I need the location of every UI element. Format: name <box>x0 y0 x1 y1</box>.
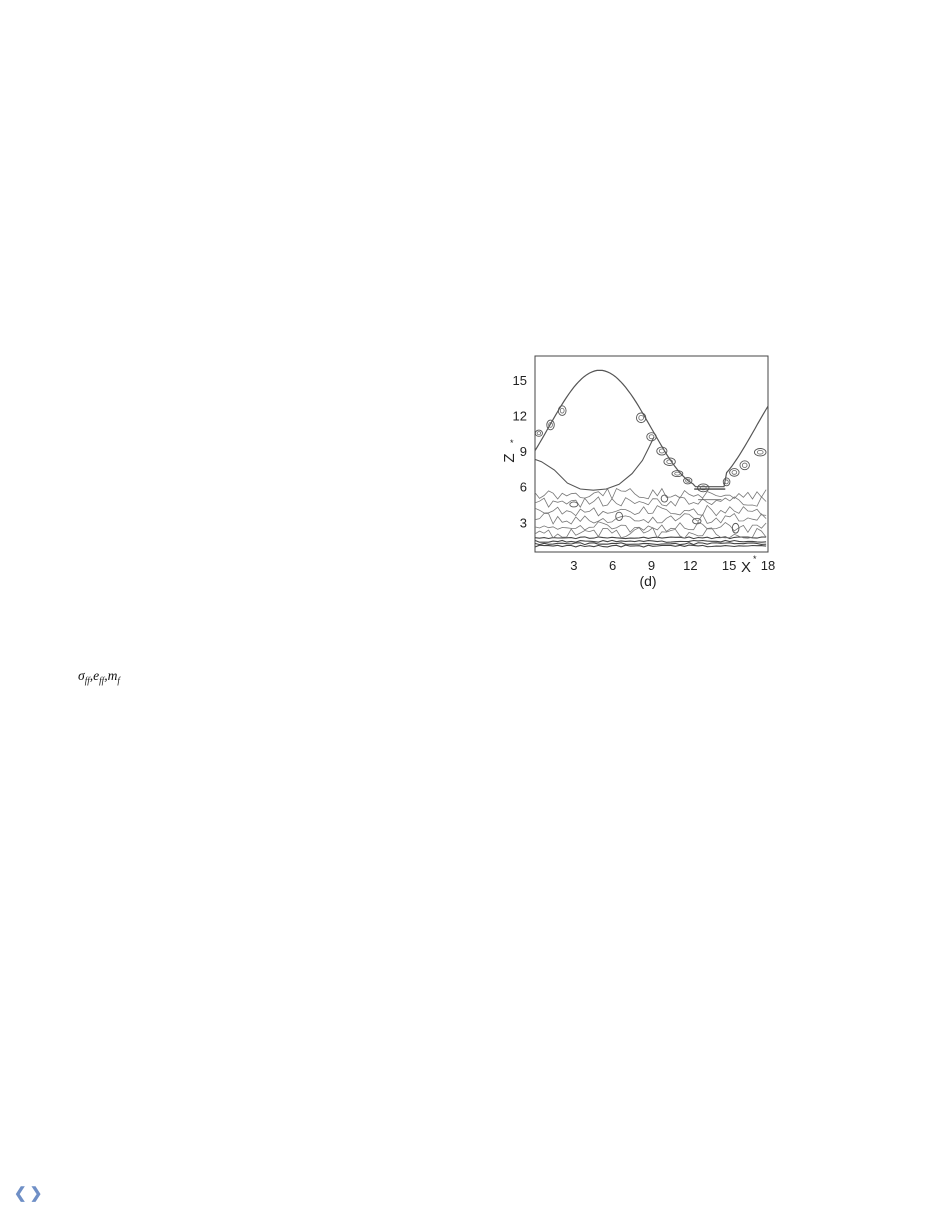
rightslink-watermark[interactable] <box>14 1186 190 1216</box>
svg-text:15: 15 <box>512 372 527 388</box>
svg-text:*: * <box>510 438 514 448</box>
svg-text:12: 12 <box>512 408 527 424</box>
svg-text:9: 9 <box>647 558 656 573</box>
paragraph-1 <box>78 662 463 690</box>
svg-text:(d): (d) <box>639 573 657 589</box>
svg-text:X: X <box>740 559 752 576</box>
symbol-sigma: $\sigma_{ff},e_{ff},m_f$ <box>78 667 120 686</box>
figure-2-scatter <box>120 940 440 1190</box>
svg-text:9: 9 <box>519 444 527 460</box>
svg-text:12: 12 <box>683 558 698 573</box>
svg-text:6: 6 <box>609 558 617 573</box>
svg-text:6: 6 <box>519 479 527 495</box>
figure-1b-scatter <box>160 350 470 600</box>
svg-text:3: 3 <box>570 558 578 573</box>
svg-text:Z: Z <box>501 453 518 463</box>
figure-1a-scatter <box>170 84 470 334</box>
figure-1c-scatter <box>490 84 790 334</box>
figure-1d-contour <box>490 350 790 600</box>
svg-text:3: 3 <box>519 515 527 531</box>
svg-text:18: 18 <box>760 558 776 573</box>
left-column <box>78 662 463 690</box>
rightslink-logo <box>14 1186 190 1202</box>
svg-text:15: 15 <box>721 558 737 573</box>
chevron-logo-icon: ❮❯ <box>14 1185 46 1202</box>
svg-text:*: * <box>753 554 757 564</box>
